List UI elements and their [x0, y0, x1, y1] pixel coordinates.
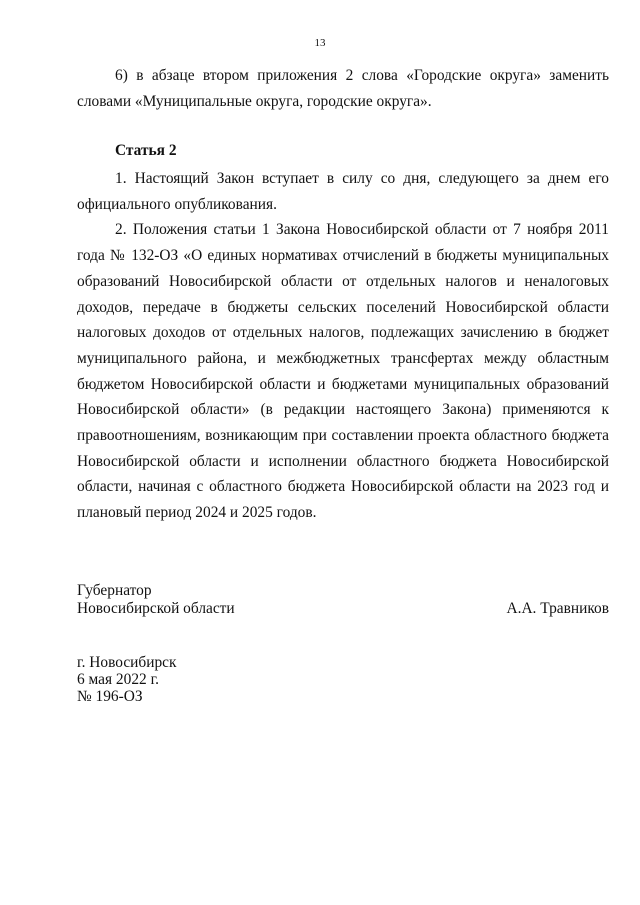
- amendment-paragraph: 6) в абзаце втором приложения 2 слова «Городские округа» заменить словами «Муниципальные округа, городские округа».: [77, 67, 609, 110]
- amendment-section: [77, 63, 609, 114]
- footer-law-number: № 196-ОЗ: [77, 688, 143, 705]
- footer-date: 6 мая 2022 г.: [77, 671, 159, 688]
- page-number: 13: [314, 37, 326, 49]
- signature-region: Новосибирской области: [77, 600, 235, 617]
- article-paragraph-1: 1. Настоящий Закон вступает в силу со дня, следующего за днем его официального опубликования.: [77, 170, 609, 213]
- signature-title: Губернатор: [77, 582, 152, 599]
- article-body: [77, 166, 609, 526]
- article-paragraph-2: 2. Положения статьи 1 Закона Новосибирской области от 7 ноября 2011 года № 132-ОЗ «О единых нормативах отчислений в бюджеты муниципальных образований Новосибирской области от отдельных налогов и неналоговых доходов, передаче в бюджеты сельских поселений Новосибирской области налоговых доходов от отдельных налогов, подлежащих зачислению в бюджет муниципального района, и межбюджетных трансфертах между областным бюджетом Новосибирской области и бюджетами муниципальных образований Новосибирской области» (в редакции настоящего Закона) применяются к правоотношениям, возникающим при составлении проекта областного бюджета Новосибирской области и исполнении областного бюджета Новосибирской области, начиная с областного бюджета Новосибирской области на 2023 год и плановый период 2024 и 2025 годов.: [77, 221, 609, 522]
- signature-name: А.А. Травников: [506, 600, 609, 617]
- footer-place: г. Новосибирск: [77, 654, 177, 671]
- article-heading: Статья 2: [115, 142, 177, 159]
